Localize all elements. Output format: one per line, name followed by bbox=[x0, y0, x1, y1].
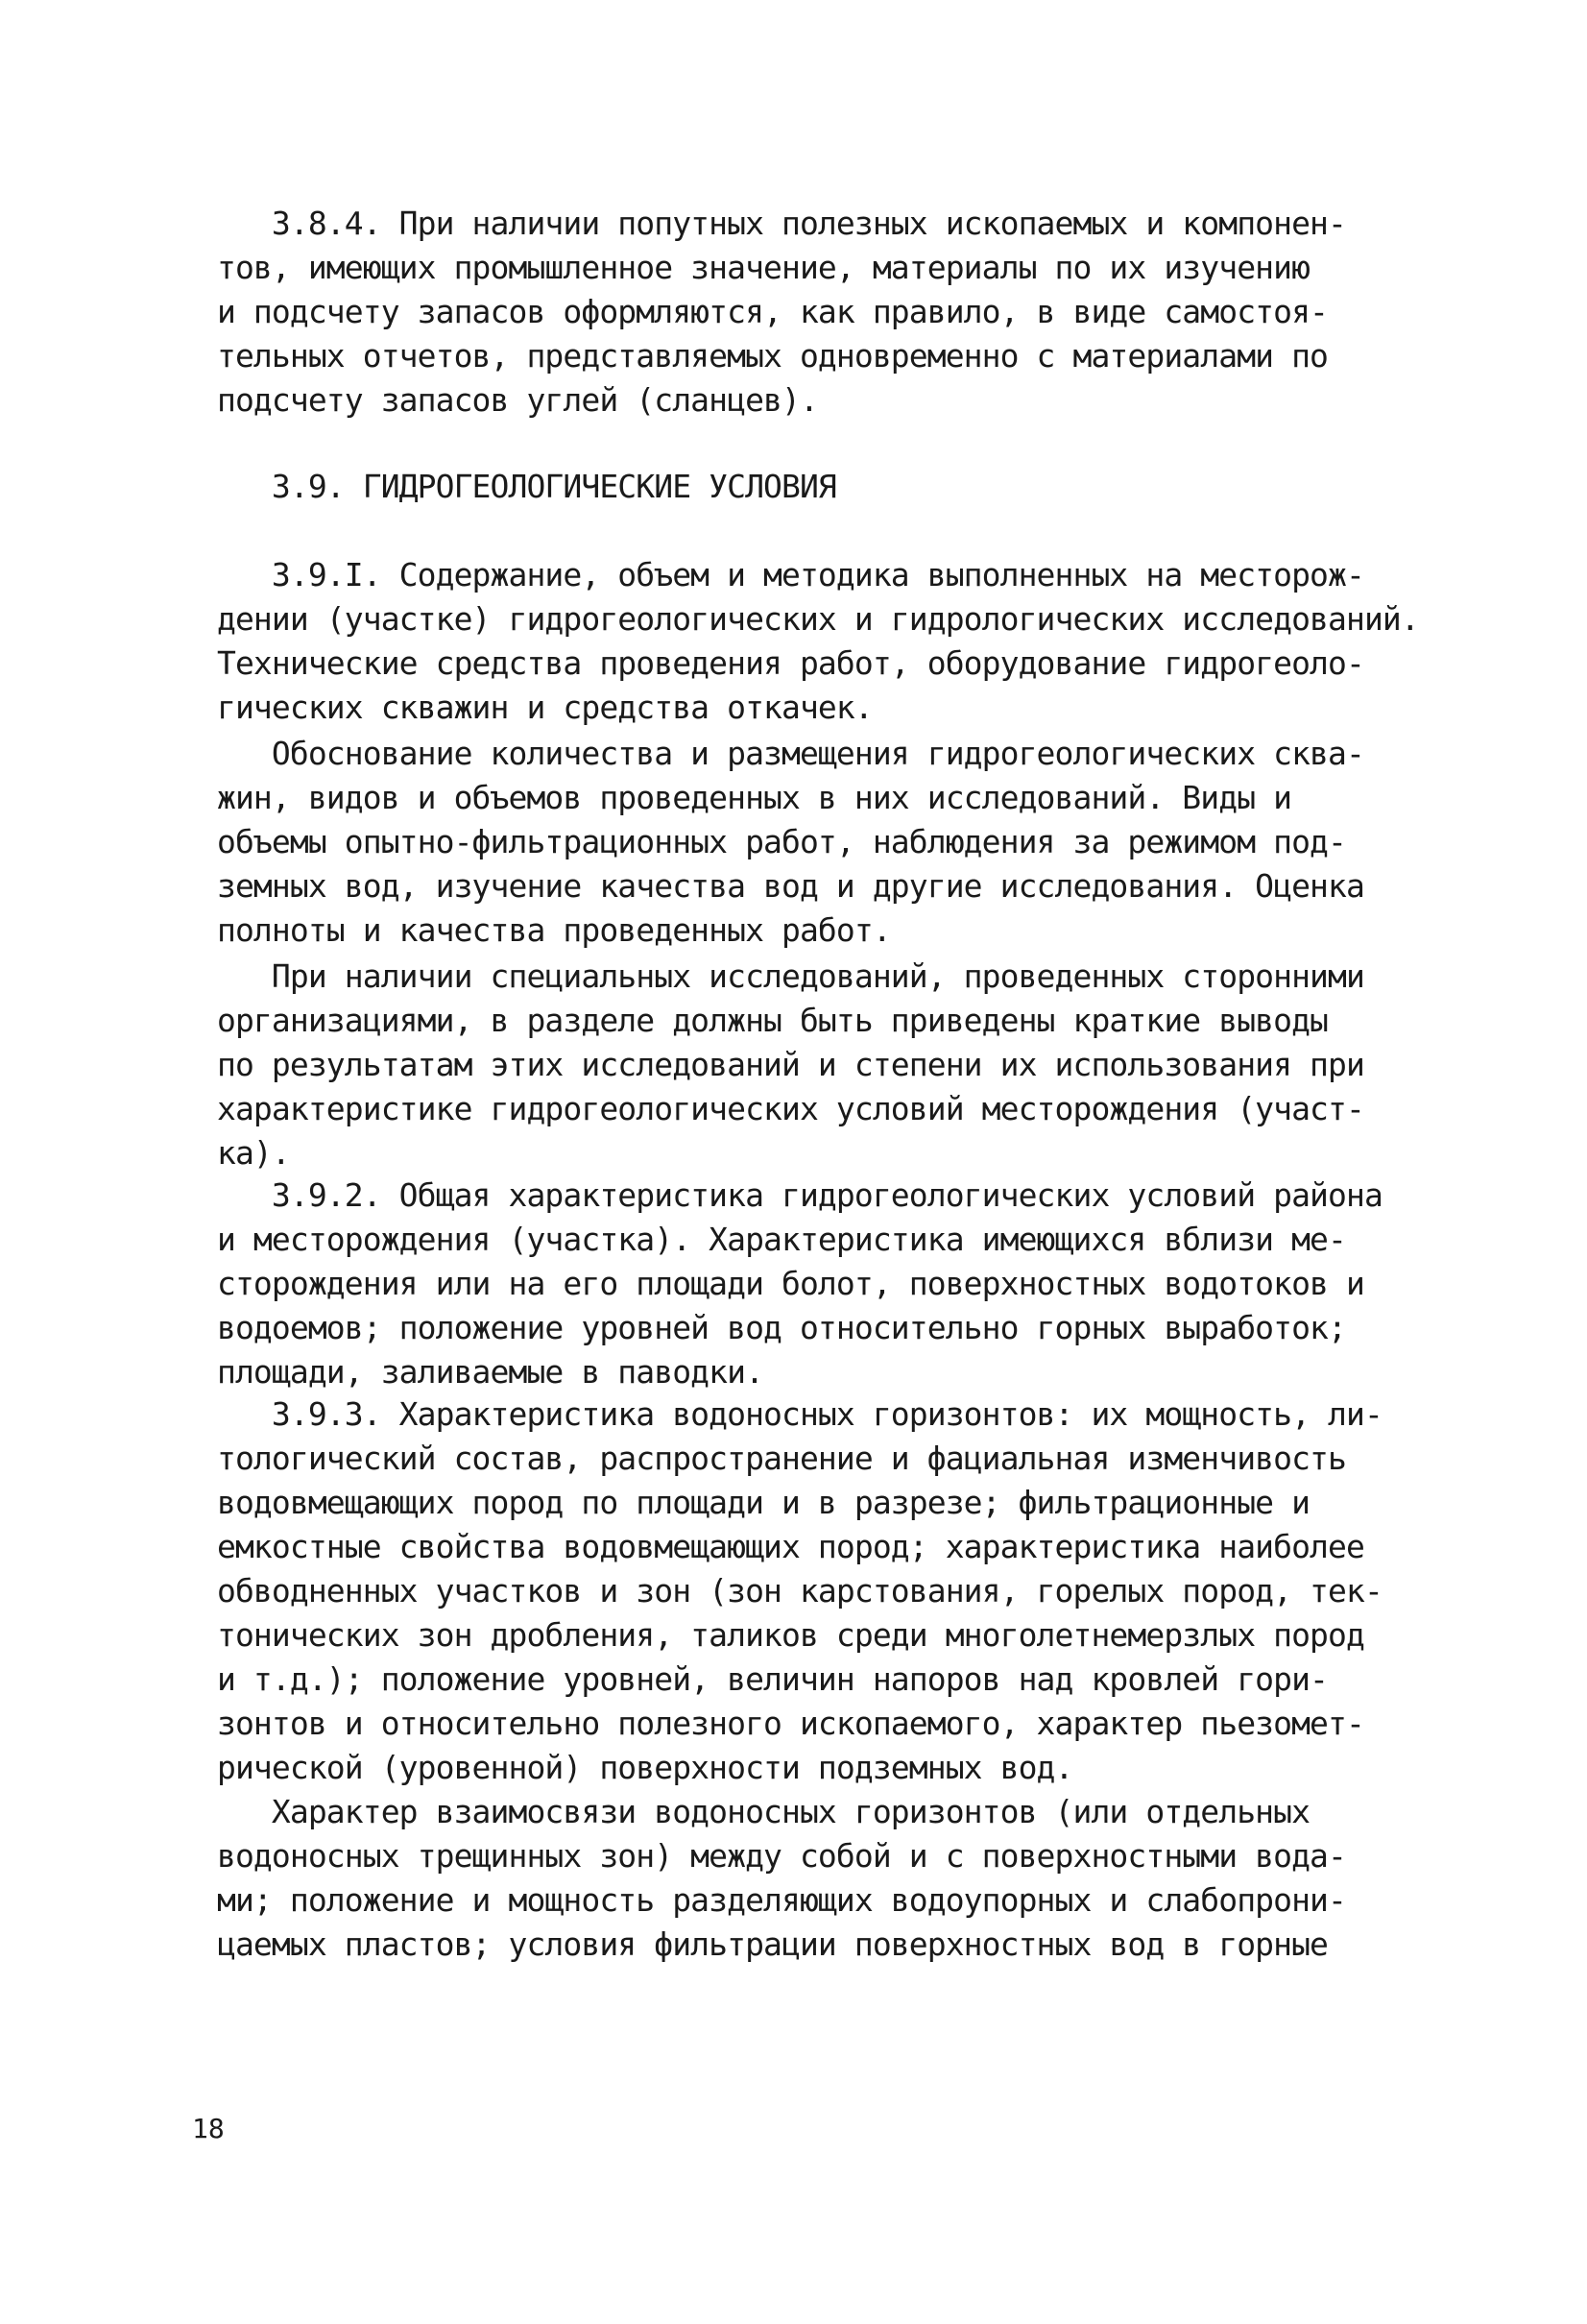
text-line: 3.9.2. Общая характеристика гидрогеологических условий района bbox=[217, 1176, 1383, 1214]
text-line: 3.9.3. Характеристика водоносных горизонтов: их мощность, ли- bbox=[217, 1395, 1383, 1433]
text-line: и месторождения (участка). Характеристика имеющихся вблизи ме- bbox=[217, 1221, 1346, 1258]
text-line: площади, заливаемые в паводки. bbox=[217, 1353, 764, 1391]
text-line: ка). bbox=[217, 1134, 290, 1172]
text-line: гических скважин и средства откачек. bbox=[217, 689, 873, 726]
text-line: водоемов; положение уровней вод относительно горных выработок; bbox=[217, 1309, 1346, 1346]
text-line: характеристике гидрогеологических условий месторождения (участ- bbox=[217, 1090, 1364, 1127]
text-line: полноты и качества проведенных работ. bbox=[217, 911, 891, 949]
text-line: Технические средства проведения работ, оборудование гидрогеоло- bbox=[217, 644, 1364, 682]
text-line: тов, имеющих промышленное значение, материалы по их изучению bbox=[217, 249, 1310, 286]
text-line: организациями, в разделе должны быть приведены краткие выводы bbox=[217, 1002, 1329, 1039]
text-line: и подсчету запасов оформляются, как правило, в виде самостоя- bbox=[217, 293, 1329, 330]
text-line: Характер взаимосвязи водоносных горизонтов (или отдельных bbox=[217, 1793, 1310, 1830]
text-line: объемы опытно-фильтрационных работ, наблюдения за режимом под- bbox=[217, 823, 1346, 860]
text-line: тельных отчетов, представляемых одновременно с материалами по bbox=[217, 337, 1329, 375]
text-line: и т.д.); положение уровней, величин напоров над кровлей гори- bbox=[217, 1660, 1329, 1698]
text-line: водоносных трещинных зон) между собой и с поверхностными вода- bbox=[217, 1837, 1346, 1875]
heading-line: 3.9. ГИДРОГЕОЛОГИЧЕСКИЕ УСЛОВИЯ bbox=[217, 468, 836, 505]
text-line: Обоснование количества и размещения гидрогеологических сква- bbox=[217, 735, 1364, 772]
text-line: емкостные свойства водовмещающих пород; характеристика наиболее bbox=[217, 1528, 1364, 1565]
text-line: тологический состав, распространение и фациальная изменчивость bbox=[217, 1440, 1346, 1477]
text-line: 3.9.I. Содержание, объем и методика выполненных на месторож- bbox=[217, 556, 1364, 593]
text-line: При наличии специальных исследований, проведенных сторонними bbox=[217, 957, 1364, 995]
text-line: подсчету запасов углей (сланцев). bbox=[217, 381, 818, 419]
text-line: водовмещающих пород по площади и в разрезе; фильтрационные и bbox=[217, 1484, 1310, 1521]
text-line: ми; положение и мощность разделяющих водоупорных и слабопрони- bbox=[217, 1881, 1346, 1919]
text-line: 3.8.4. При наличии попутных полезных ископаемых и компонен- bbox=[217, 205, 1346, 242]
text-line: рической (уровенной) поверхности подземных вод. bbox=[217, 1749, 1073, 1786]
text-line: сторождения или на его площади болот, поверхностных водотоков и bbox=[217, 1265, 1364, 1302]
text-line: обводненных участков и зон (зон карстования, горелых пород, тек- bbox=[217, 1572, 1383, 1610]
text-line: цаемых пластов; условия фильтрации поверхностных вод в горные bbox=[217, 1925, 1329, 1963]
text-line: земных вод, изучение качества вод и другие исследования. Оценка bbox=[217, 867, 1364, 905]
text-line: жин, видов и объемов проведенных в них исследований. Виды и bbox=[217, 779, 1292, 816]
text-line: зонтов и относительно полезного ископаемого, характер пьезомет- bbox=[217, 1705, 1364, 1742]
page-number: 18 bbox=[192, 2113, 225, 2144]
text-line: дении (участке) гидрогеологических и гидрологических исследований. bbox=[217, 600, 1419, 638]
text-line: по результатам этих исследований и степени их использования при bbox=[217, 1046, 1364, 1083]
text-line: тонических зон дробления, таликов среди многолетнемерзлых пород bbox=[217, 1616, 1364, 1654]
